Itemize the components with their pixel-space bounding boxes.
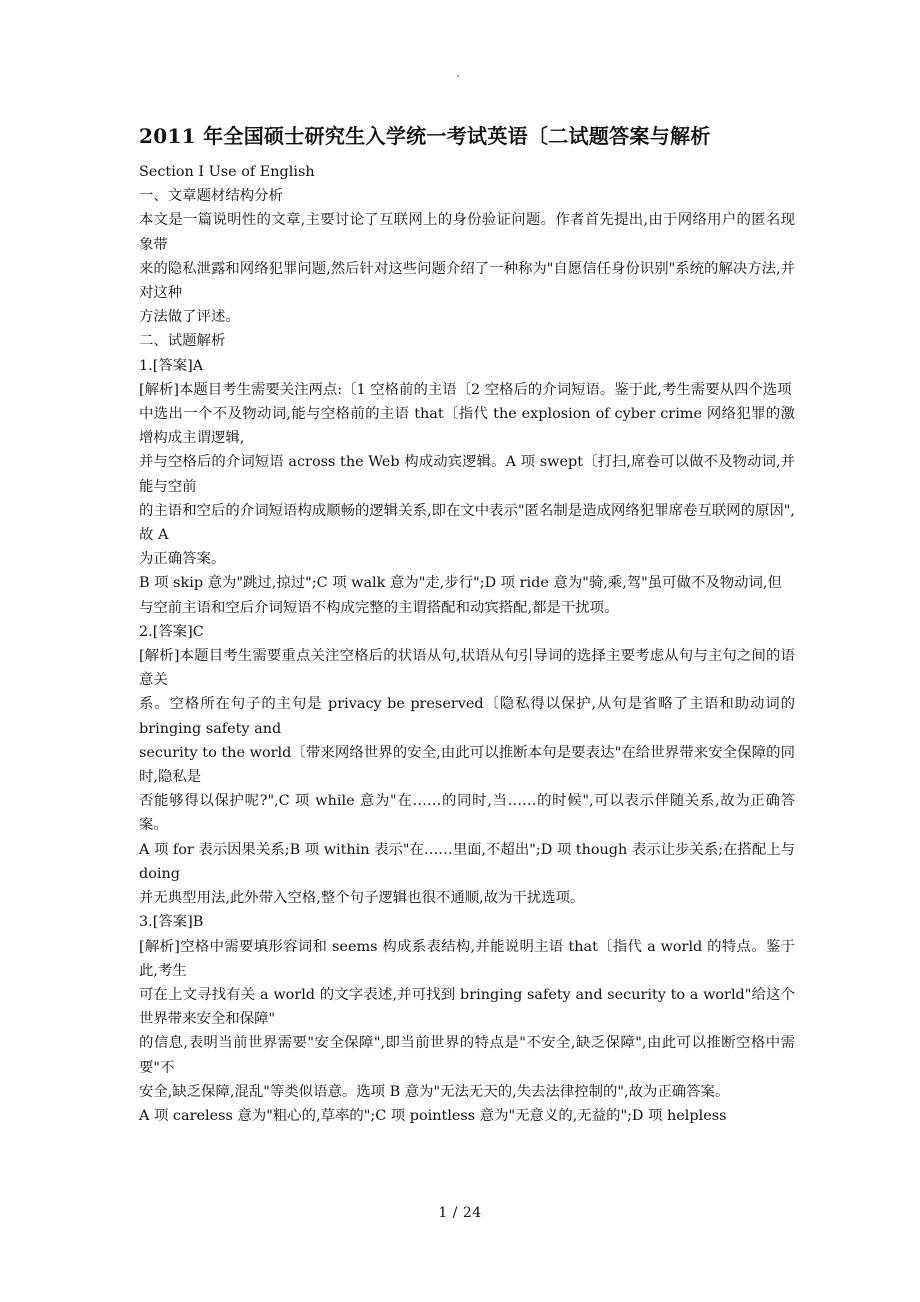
paragraph-line: 安全,缺乏保障,混乱"等类似语意。选项 B 意为"无法无天的,失去法律控制的",故为正确答案。: [139, 1083, 730, 1100]
paragraph-line: [解析]本题目考生需要关注两点:〔1 空格前的主语〔2 空格后的介词短语。鉴于此,考生需要从四个选项: [139, 381, 792, 398]
paragraph-line: security to the world〔带来网络世界的安全,由此可以推断本句是要表达"在给世界带来安全保障的同时,隐私是: [139, 744, 795, 786]
paragraph-line: 的信息,表明当前世界需要"安全保障",即当前世界的特点是"不安全,缺乏保障",由此可以推断空格中需要"不: [139, 1035, 795, 1076]
paragraph-line: [解析]本题目考生需要重点关注空格后的状语从句,状语从句引导词的选择主要考虑从句与主句之间的语意关: [139, 648, 795, 689]
paragraph-line: A 项 careless 意为"粗心的,草率的";C 项 pointless 意为"无意义的,无益的";D 项 helpless: [139, 1107, 727, 1124]
header-mark: .: [456, 66, 460, 80]
paragraph-line: 并无典型用法,此外带入空格,整个句子逻辑也很不通顺,故为干扰选项。: [139, 890, 585, 907]
heading-question-analysis: 二、试题解析: [139, 333, 226, 350]
paragraph-line: 来的隐私泄露和网络犯罪问题,然后针对这些问题介绍了一种称为"自愿信任身份识别"系统的解决方法,并对这种: [139, 260, 795, 302]
page-title: 2011 年全国硕士研究生入学统一考试英语〔二试题答案与解析: [139, 124, 711, 148]
paragraph-line: 方法做了评述。: [139, 309, 240, 326]
paragraph-line: 否能够得以保护呢?",C 项 while 意为"在……的同时,当……的时候",可以表示伴随关系,故为正确答案。: [139, 793, 795, 834]
paragraph-line: 可在上文寻找有关 a world 的文字表述,并可找到 bringing safety and security to a world"给这个世界带来安全和保障": [139, 986, 795, 1028]
paragraph-line: B 项 skip 意为"跳过,掠过";C 项 walk 意为"走,步行";D 项 ride 意为"骑,乘,驾"虽可做不及物动词,但: [139, 575, 782, 592]
heading-structure-analysis: 一、文章题材结构分析: [139, 188, 283, 205]
answer-2: 2.[答案]C: [139, 623, 204, 640]
paragraph-line: 为正确答案。: [139, 551, 226, 568]
page-number: 1 / 24: [438, 1205, 482, 1221]
paragraph-line: 与空前主语和空后介词短语不构成完整的主谓搭配和动宾搭配,都是干扰项。: [139, 599, 619, 616]
answer-1: 1.[答案]A: [139, 357, 204, 374]
paragraph-line: 中选出一个不及物动词,能与空格前的主语 that〔指代 the explosion of cyber crime 网络犯罪的激增构成主谓逻辑,: [139, 406, 795, 447]
paragraph-line: A 项 for 表示因果关系;B 项 within 表示"在……里面,不超出";D 项 though 表示让步关系;在搭配上与 doing: [139, 841, 795, 882]
answer-3: 3.[答案]B: [139, 914, 204, 931]
paragraph-line: 系。空格所在句子的主句是 privacy be preserved〔隐私得以保护,从句是省略了主语和助动词的 bringing safety and: [139, 696, 795, 737]
document-body: [139, 160, 795, 1128]
paragraph-line: 本文是一篇说明性的文章,主要讨论了互联网上的身份验证问题。作者首先提出,由于网络用户的匿名现象带: [139, 212, 795, 253]
paragraph-line: 并与空格后的介词短语 across the Web 构成动宾逻辑。A 项 swept〔打扫,席卷可以做不及物动词,并能与空前: [139, 454, 795, 495]
paragraph-line: [解析]空格中需要填形容词和 seems 构成系表结构,并能说明主语 that〔指代 a world 的特点。鉴于此,考生: [139, 938, 795, 979]
paragraph-line: 的主语和空后的介词短语构成顺畅的逻辑关系,即在文中表示"匿名制是造成网络犯罪席卷互联网的原因",故 A: [139, 502, 795, 544]
section-heading: Section I Use of English: [139, 164, 315, 180]
